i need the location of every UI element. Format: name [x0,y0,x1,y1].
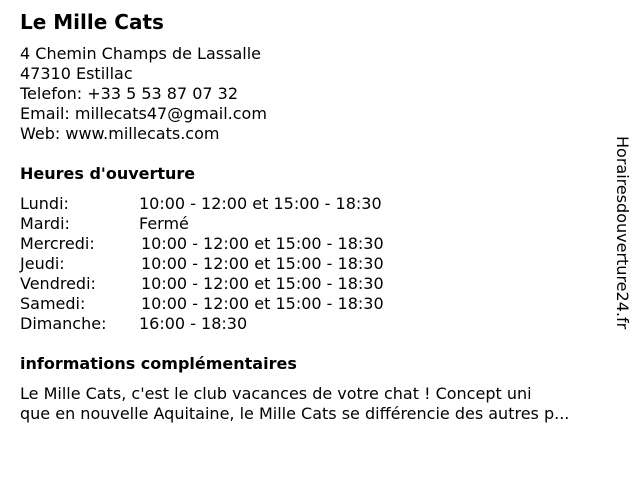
business-name: Le Mille Cats [20,10,164,34]
hours-heading: Heures d'ouverture [20,164,196,183]
hours-row-tuesday [20,214,384,234]
time-value: 10:00 - 12:00 et 15:00 - 18:30 [141,274,384,293]
time-value: 16:00 - 18:30 [139,314,248,333]
time-value: 10:00 - 12:00 et 15:00 - 18:30 [141,294,384,313]
description-text [20,384,620,424]
hours-row-friday [20,274,384,294]
time-value: 10:00 - 12:00 et 15:00 - 18:30 [141,254,384,273]
time-value: Fermé [139,214,189,233]
day-label: Vendredi: [20,274,96,293]
description-line: Le Mille Cats, c'est le club vacances de votre chat ! Concept uni [20,384,532,403]
address-city: 47310 Estillac [20,64,133,83]
hours-row-monday [20,194,384,214]
hours-table [20,194,384,334]
day-label: Jeudi: [20,254,65,273]
contact-block [20,44,267,144]
phone-text: Telefon: +33 5 53 87 07 32 [20,84,239,103]
address-street: 4 Chemin Champs de Lassalle [20,44,261,63]
time-value: 10:00 - 12:00 et 15:00 - 18:30 [141,234,384,253]
time-value: 10:00 - 12:00 et 15:00 - 18:30 [139,194,382,213]
email-text: Email: millecats47@gmail.com [20,104,267,123]
web-text: Web: www.millecats.com [20,124,220,143]
day-label: Dimanche: [20,314,107,333]
info-heading: informations complémentaires [20,354,297,373]
description-line: que en nouvelle Aquitaine, le Mille Cats se différencie des autres p... [20,404,570,423]
site-watermark: Horairesdouverture24.fr [613,136,632,330]
hours-row-wednesday [20,234,384,254]
day-label: Samedi: [20,294,86,313]
hours-row-sunday [20,314,384,334]
day-label: Mardi: [20,214,70,233]
hours-row-saturday [20,294,384,314]
day-label: Lundi: [20,194,69,213]
hours-row-thursday [20,254,384,274]
day-label: Mercredi: [20,234,95,253]
